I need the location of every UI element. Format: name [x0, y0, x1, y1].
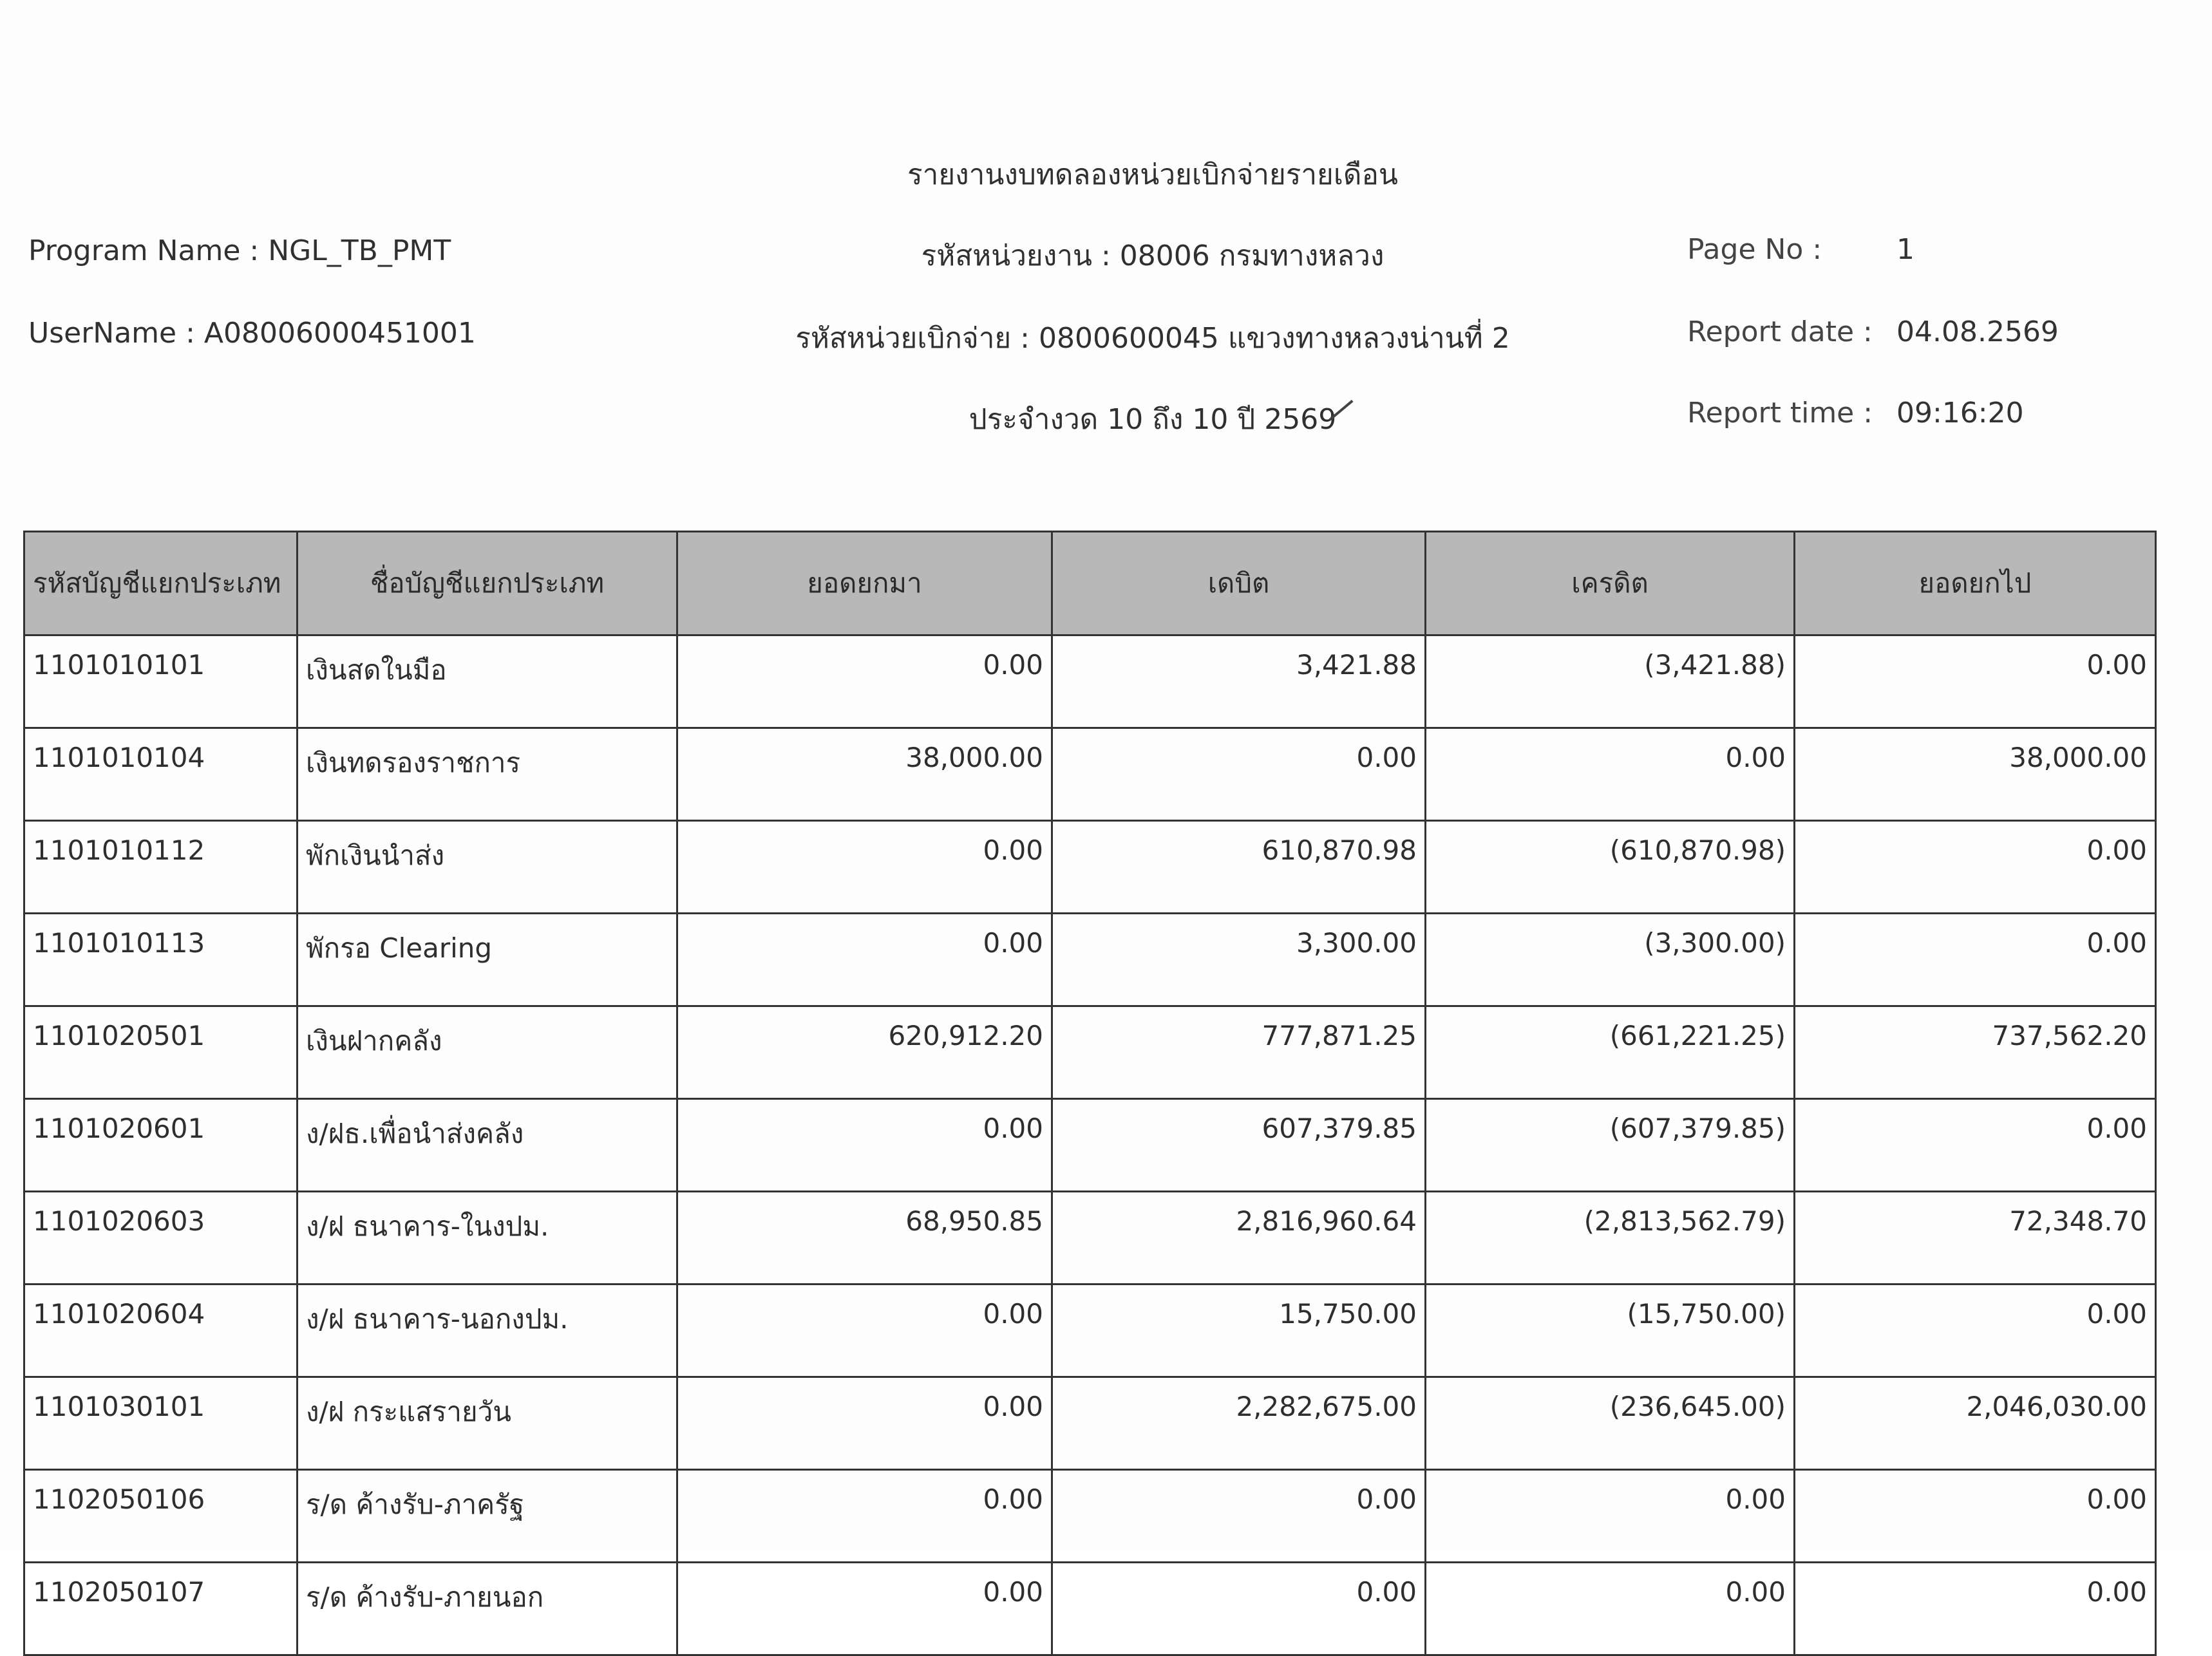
agency-line: รหัสหน่วยงาน : 08006 กรมทางหลวง [921, 240, 1385, 272]
cell-credit: (15,750.00) [1426, 1284, 1795, 1377]
table-row [24, 821, 2156, 914]
cell-account-name: เงินฝากคลัง [298, 1006, 677, 1099]
table-row [24, 1099, 2156, 1192]
cell-account-name: ง/ฝ ธนาคาร-นอกงปม. [298, 1284, 677, 1377]
table-row [24, 728, 2156, 821]
table-header-row [24, 532, 2156, 635]
table-row [24, 1563, 2156, 1655]
cell-debit: 0.00 [1052, 1563, 1426, 1655]
cell-account-code: 1101010113 [24, 914, 298, 1006]
cell-account-code: 1102050106 [24, 1470, 298, 1563]
cell-brought-forward: 0.00 [677, 914, 1052, 1006]
cell-brought-forward: 620,912.20 [677, 1006, 1052, 1099]
cell-debit: 610,870.98 [1052, 821, 1426, 914]
cell-debit: 0.00 [1052, 728, 1426, 821]
cell-carried-forward: 0.00 [1795, 914, 2156, 1006]
cell-debit: 15,750.00 [1052, 1284, 1426, 1377]
program-name: Program Name : NGL_TB_PMT [28, 234, 451, 267]
cell-credit: 0.00 [1426, 728, 1795, 821]
cell-brought-forward: 0.00 [677, 1284, 1052, 1377]
cell-carried-forward: 0.00 [1795, 635, 2156, 728]
cell-account-code: 1101020603 [24, 1192, 298, 1284]
cell-credit: (236,645.00) [1426, 1377, 1795, 1470]
report-date-value: 04.08.2569 [1896, 315, 2059, 348]
table-row [24, 635, 2156, 728]
page-no-label: Page No : [1687, 233, 1822, 266]
report-title: รายงานงบทดลองหน่วยเบิกจ่ายรายเดือน [907, 158, 1398, 191]
cell-carried-forward: 0.00 [1795, 821, 2156, 914]
cell-account-name: เงินสดในมือ [298, 635, 677, 728]
cell-brought-forward: 0.00 [677, 1563, 1052, 1655]
table-row [24, 1284, 2156, 1377]
cell-credit: (607,379.85) [1426, 1099, 1795, 1192]
cell-account-code: 1101020604 [24, 1284, 298, 1377]
table-row [24, 1377, 2156, 1470]
cell-debit: 2,282,675.00 [1052, 1377, 1426, 1470]
cell-debit: 0.00 [1052, 1470, 1426, 1563]
cell-brought-forward: 0.00 [677, 635, 1052, 728]
cell-credit: (2,813,562.79) [1426, 1192, 1795, 1284]
cell-account-name: เงินทดรองราชการ [298, 728, 677, 821]
cell-account-name: ง/ฝ ธนาคาร-ในงปม. [298, 1192, 677, 1284]
table-row [24, 1006, 2156, 1099]
report-date-label: Report date : [1687, 315, 1873, 348]
disbursing-unit-line: รหัสหน่วยเบิกจ่าย : 0800600045 แขวงทางหลวงน่านที่ 2 [795, 322, 1510, 355]
trial-balance-table [23, 531, 2157, 1656]
table-row [24, 1470, 2156, 1563]
cell-carried-forward: 0.00 [1795, 1563, 2156, 1655]
cell-carried-forward: 0.00 [1795, 1284, 2156, 1377]
report-time-label: Report time : [1687, 397, 1873, 429]
page-no-value: 1 [1896, 233, 1914, 266]
cell-carried-forward: 38,000.00 [1795, 728, 2156, 821]
header-account-code: รหัสบัญชีแยกประเภท [24, 532, 298, 635]
cell-debit: 3,421.88 [1052, 635, 1426, 728]
period-line: ประจำงวด 10 ถึง 10 ปี 2569 [969, 403, 1337, 436]
cell-debit: 3,300.00 [1052, 914, 1426, 1006]
cell-carried-forward: 2,046,030.00 [1795, 1377, 2156, 1470]
header-account-name: ชื่อบัญชีแยกประเภท [298, 532, 677, 635]
header-carried-forward: ยอดยกไป [1795, 532, 2156, 635]
cell-credit: 0.00 [1426, 1563, 1795, 1655]
cell-credit: (3,300.00) [1426, 914, 1795, 1006]
cell-account-code: 1102050107 [24, 1563, 298, 1655]
cell-carried-forward: 72,348.70 [1795, 1192, 2156, 1284]
table-body [24, 635, 2156, 1655]
cell-debit: 607,379.85 [1052, 1099, 1426, 1192]
cell-account-code: 1101010101 [24, 635, 298, 728]
cell-account-code: 1101010112 [24, 821, 298, 914]
header-debit: เดบิต [1052, 532, 1426, 635]
report-time-value: 09:16:20 [1896, 397, 2024, 429]
cell-account-name: พักรอ Clearing [298, 914, 677, 1006]
cell-carried-forward: 0.00 [1795, 1099, 2156, 1192]
user-name: UserName : A08006000451001 [28, 317, 476, 350]
cell-brought-forward: 38,000.00 [677, 728, 1052, 821]
cell-brought-forward: 68,950.85 [677, 1192, 1052, 1284]
cell-account-code: 1101020601 [24, 1099, 298, 1192]
cell-credit: (610,870.98) [1426, 821, 1795, 914]
cell-brought-forward: 0.00 [677, 1470, 1052, 1563]
cell-credit: (661,221.25) [1426, 1006, 1795, 1099]
header-brought-forward: ยอดยกมา [677, 532, 1052, 635]
cell-carried-forward: 737,562.20 [1795, 1006, 2156, 1099]
cell-account-code: 1101030101 [24, 1377, 298, 1470]
cell-debit: 777,871.25 [1052, 1006, 1426, 1099]
cell-account-name: ร/ด ค้างรับ-ภาครัฐ [298, 1470, 677, 1563]
cell-brought-forward: 0.00 [677, 1377, 1052, 1470]
header-credit: เครดิต [1426, 532, 1795, 635]
cell-account-name: พักเงินนำส่ง [298, 821, 677, 914]
cell-account-name: ง/ฝธ.เพื่อนำส่งคลัง [298, 1099, 677, 1192]
table-row [24, 914, 2156, 1006]
cell-brought-forward: 0.00 [677, 1099, 1052, 1192]
cell-account-name: ง/ฝ กระแสรายวัน [298, 1377, 677, 1470]
cell-debit: 2,816,960.64 [1052, 1192, 1426, 1284]
cell-account-name: ร/ด ค้างรับ-ภายนอก [298, 1563, 677, 1655]
cell-brought-forward: 0.00 [677, 821, 1052, 914]
cell-credit: 0.00 [1426, 1470, 1795, 1563]
cell-account-code: 1101020501 [24, 1006, 298, 1099]
table-row [24, 1192, 2156, 1284]
cell-credit: (3,421.88) [1426, 635, 1795, 728]
cell-account-code: 1101010104 [24, 728, 298, 821]
cell-carried-forward: 0.00 [1795, 1470, 2156, 1563]
